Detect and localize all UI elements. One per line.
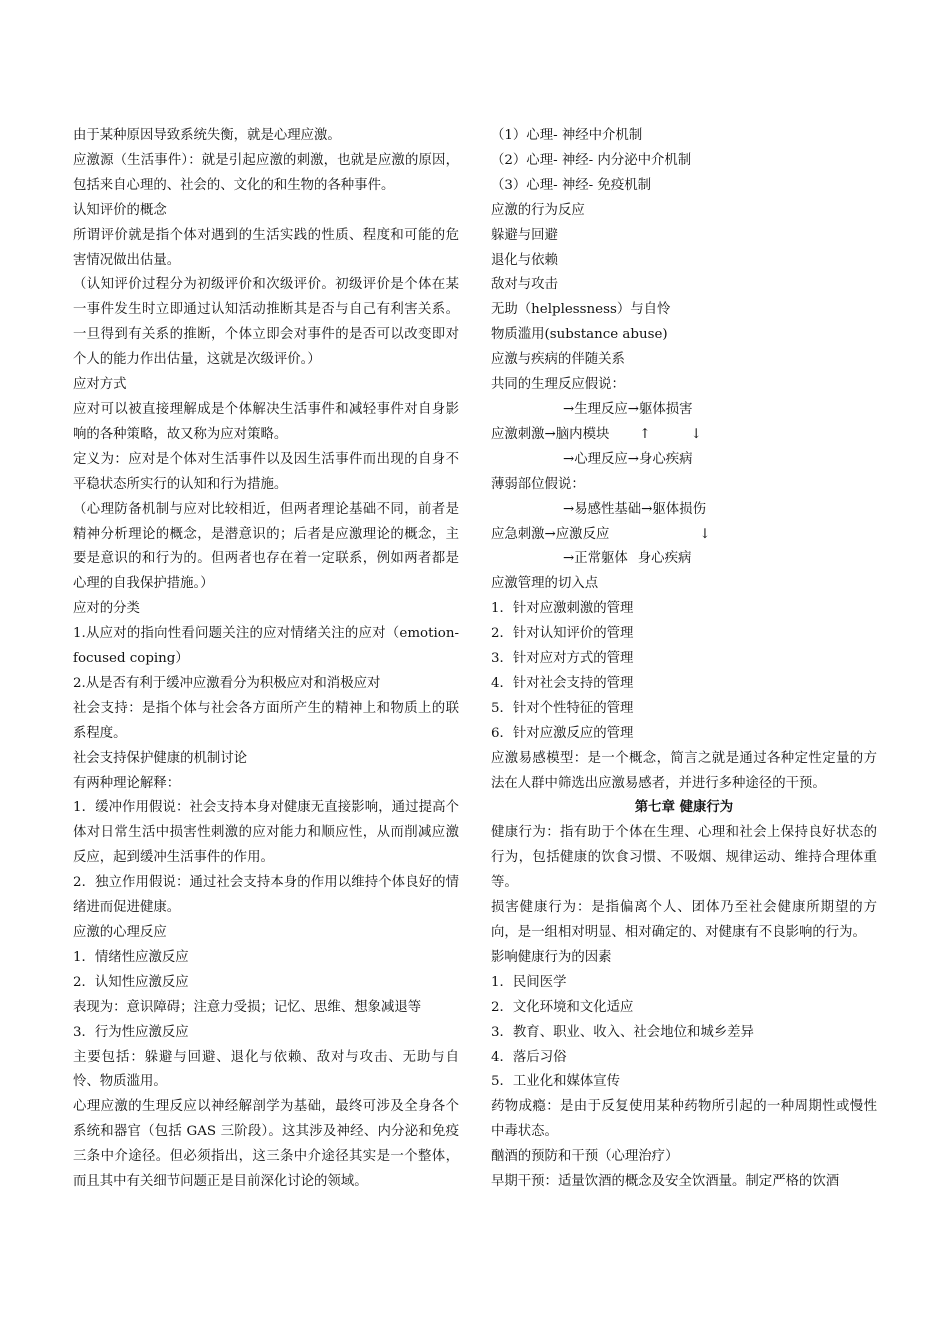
list-item: 3．教育、职业、收入、社会地位和城乡差异	[491, 1024, 754, 1040]
paragraph: 共同的生理反应假说：	[491, 377, 625, 393]
diagram-label: 应激刺激→脑内模块	[491, 426, 610, 442]
paragraph: 心理应激的生理反应以神经解剖学为基础，最终可涉及全身各个系统和器官（包括 GAS 三阶段）。这其涉及神经、内分泌和免疫三条中介途径。但必须指出，这三条中介途径其实是一个整体，而且其中有关细节问题正是目前深化讨论的领域。	[73, 1099, 459, 1190]
diagram-line: →心理反应→身心疾病	[563, 451, 693, 467]
list-item: 3．针对应对方式的管理	[491, 651, 634, 667]
paragraph: 表现为：意识障碍；注意力受损；记忆、思维、想象减退等	[73, 999, 422, 1015]
paragraph: 1．缓冲作用假说：社会支持本身对健康无直接影响，通过提高个体对日常生活中损害性刺激的应对能力和顺应性，从而削减应激反应，起到缓冲生活事件的作用。	[73, 800, 459, 866]
list-item: 无助（helplessness）与自怜	[491, 302, 671, 318]
list-item: 3．行为性应激反应	[73, 1024, 189, 1040]
list-item: 1．情绪性应激反应	[73, 949, 189, 965]
section-heading: 应激管理的切入点	[491, 576, 599, 592]
paragraph: 社会支持：是指个体与社会各方面所产生的精神上和物质上的联系程度。	[73, 700, 459, 741]
paragraph: 由于某种原因导致系统失衡，就是心理应激。	[73, 128, 341, 143]
paragraph: 应激源（生活事件）：就是引起应激的刺激，也就是应激的原因，包括来自心理的、社会的、文化的和生物的各种事件。	[73, 152, 459, 193]
down-arrow-icon: ↓	[690, 426, 702, 442]
paragraph: 2.从是否有利于缓冲应激看分为积极应对和消极应对	[73, 675, 381, 691]
list-item: 6．针对应激反应的管理	[491, 725, 634, 741]
section-heading: 应激与疾病的伴随关系	[491, 352, 625, 368]
section-heading: 应对的分类	[73, 601, 140, 617]
list-item: 2．文化环境和文化适应	[491, 999, 634, 1015]
diagram-line: →生理反应→躯体损害	[563, 401, 693, 417]
list-item: 4．落后习俗	[491, 1049, 567, 1065]
paragraph: （认知评价过程分为初级评价和次级评价。初级评价是个体在某一事件发生时立即通过认知活动推断其是否与自己有利害关系。一旦得到有关系的推断，个体立即会对事件的是否可以改变即对个人的能力作出估量，这就是次级评价。）	[73, 277, 459, 368]
paragraph: 2．独立作用假说：通过社会支持本身的作用以维持个体良好的情绪进而促进健康。	[73, 875, 459, 916]
list-item: 1．民间医学	[491, 974, 567, 990]
paragraph: 定义为：应对是个体对生活事件以及因生活事件而出现的自身不平稳状态所实行的认知和行为措施。	[73, 451, 459, 492]
list-item: 1．针对应激刺激的管理	[491, 601, 634, 617]
left-column	[73, 124, 459, 1195]
diagram-line	[491, 423, 877, 448]
paragraph: 所谓评价就是指个体对遇到的生活实践的性质、程度和可能的危害情况做出估量。	[73, 227, 459, 268]
paragraph: 有两种理论解释：	[73, 775, 181, 791]
paragraph: 应对可以被直接理解成是个体解决生活事件和减轻事件对自身影响的各种策略，故又称为应对策略。	[73, 401, 459, 442]
diagram-label: 应急刺激→应激反应	[491, 526, 610, 542]
paragraph: 损害健康行为：是指偏离个人、团体乃至社会健康所期望的方向，是一组相对明显、相对确定的、对健康有不良影响的行为。	[491, 900, 877, 940]
diagram-line	[491, 523, 877, 548]
section-heading: 应激的心理反应	[73, 925, 167, 940]
section-heading: 应激的行为反应	[491, 202, 585, 218]
list-item: （2）心理- 神经- 内分泌中介机制	[491, 152, 692, 168]
section-heading: 影响健康行为的因素	[491, 949, 612, 965]
paragraph: 健康行为：指有助于个体在生理、心理和社会上保持良好状态的行为，包括健康的饮食习惯、不吸烟、规律运动、维持合理体重等。	[491, 825, 877, 891]
section-heading: 认知评价的概念	[73, 202, 167, 218]
paragraph: 应激易感模型：是一个概念，简言之就是通过各种定性定量的方法在人群中筛选出应激易感者，并进行多种途径的干预。	[491, 750, 877, 791]
paragraph: 早期干预：适量饮酒的概念及安全饮酒量。制定严格的饮酒	[491, 1174, 840, 1190]
list-item: 2．认知性应激反应	[73, 974, 189, 990]
paragraph: 1.从应对的指向性看问题关注的应对情绪关注的应对（emotion-focused coping）	[73, 626, 459, 667]
list-item: 退化与依赖	[491, 252, 558, 268]
list-item: 5．工业化和媒体宣传	[491, 1074, 621, 1090]
section-heading: 社会支持保护健康的机制讨论	[73, 750, 248, 766]
list-item: 躲避与回避	[491, 227, 558, 243]
list-item: 物质滥用(substance abuse)	[491, 327, 668, 343]
paragraph: 薄弱部位假说：	[491, 476, 585, 492]
stress-diagram-weak	[491, 498, 877, 573]
paragraph: 药物成瘾：是由于反复使用某种药物所引起的一种周期性或慢性中毒状态。	[491, 1099, 877, 1140]
stress-diagram-common	[491, 398, 877, 473]
list-item: （3）心理- 神经- 免疫机制	[491, 177, 651, 193]
diagram-line	[491, 547, 877, 572]
diagram-line: →易感性基础→躯体损伤	[563, 501, 706, 517]
chapter-title: 第七章 健康行为	[634, 800, 734, 816]
list-item: 4．针对社会支持的管理	[491, 675, 634, 691]
paragraph: （心理防备机制与应对比较相近，但两者理论基础不同，前者是精神分析理论的概念，是潜意识的；后者是应激理论的概念，主要是意识的和行为的。但两者也存在着一定联系，例如两者都是心理的自我保护措施。）	[73, 501, 459, 592]
list-item: （1）心理- 神经中介机制	[491, 128, 643, 143]
section-heading: 应对方式	[73, 377, 127, 393]
up-arrow-icon: ↑	[639, 426, 651, 442]
paragraph: 主要包括：躲避与回避、退化与依赖、敌对与攻击、无助与自怜、物质滥用。	[73, 1049, 459, 1090]
down-arrow-icon: ↓	[699, 526, 711, 542]
list-item: 2．针对认知评价的管理	[491, 626, 634, 642]
list-item: 5．针对个性特征的管理	[491, 700, 634, 716]
right-column	[491, 124, 877, 1195]
diagram-text: 身心疾病	[637, 551, 692, 567]
list-item: 敌对与攻击	[491, 277, 558, 293]
diagram-text: →正常躯体	[563, 551, 628, 567]
section-heading: 酗酒的预防和干预（心理治疗）	[491, 1149, 679, 1165]
